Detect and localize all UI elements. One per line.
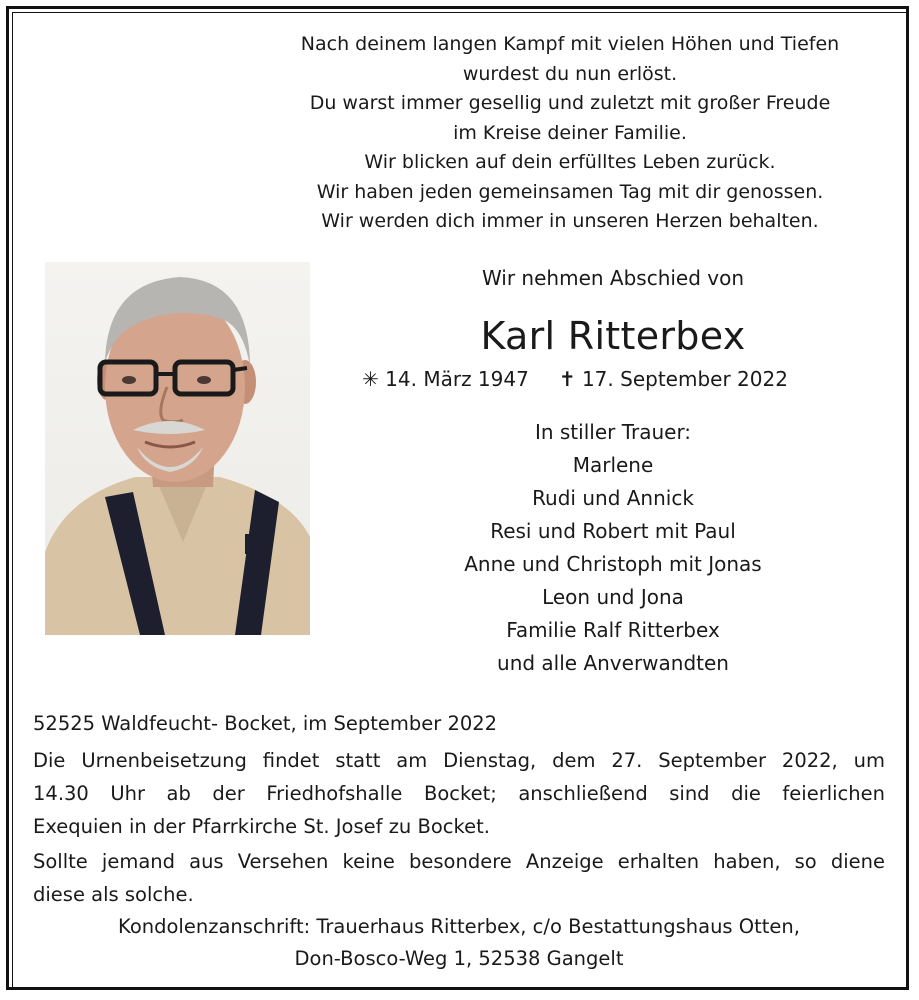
- mourners-list: [316, 416, 910, 680]
- funeral-line: Die Urnenbeisetzung findet statt am Dienstag, dem 27. September 2022, um: [33, 749, 885, 772]
- poem-line: Wir blicken auf dein erfülltes Leben zurück.: [364, 151, 776, 173]
- place-date: 52525 Waldfeucht- Bocket, im September 2022: [33, 712, 498, 735]
- poem-line: im Kreise deiner Familie.: [453, 121, 687, 144]
- funeral-details: [33, 744, 885, 843]
- poem: [230, 30, 910, 237]
- birth-date: ✳ 14. März 1947: [362, 367, 529, 391]
- funeral-line: Exequien in der Pfarrkirche St. Josef zu Bocket.: [33, 815, 490, 838]
- portrait-photo: [45, 262, 310, 635]
- poem-line: Wir haben jeden gemeinsamen Tag mit dir genossen.: [316, 180, 824, 203]
- mourner-line: und alle Anverwandten: [497, 651, 729, 675]
- poem-line: Du warst immer gesellig und zuletzt mit großer Freude: [309, 92, 831, 114]
- mourner-line: Familie Ralf Ritterbex: [506, 618, 720, 642]
- notice-line: Sollte jemand aus Versehen keine besondere Anzeige erhalten haben, so diene: [33, 850, 885, 873]
- funeral-line: 14.30 Uhr ab der Friedhofshalle Bocket; anschließend sind die feierlichen: [33, 782, 885, 805]
- poem-line: wurdest du nun erlöst.: [462, 62, 678, 85]
- mourner-line: Resi und Robert mit Paul: [490, 519, 736, 543]
- condolence-line: Kondolenzanschrift: Trauerhaus Ritterbex, c/o Bestattungshaus Otten,: [118, 915, 800, 938]
- poem-line: Wir werden dich immer in unseren Herzen behalten.: [321, 210, 819, 232]
- notice: [33, 845, 885, 911]
- mourner-line: Marlene: [572, 453, 654, 477]
- poem-line: Nach deinem langen Kampf mit vielen Höhen und Tiefen: [300, 33, 840, 55]
- mourner-line: Leon und Jona: [542, 585, 684, 609]
- portrait-illustration: [45, 262, 310, 635]
- farewell-intro: Wir nehmen Abschied von: [481, 266, 745, 290]
- condolence-line: Don-Bosco-Weg 1, 52538 Gangelt: [294, 947, 624, 970]
- death-date: ✝ 17. September 2022: [558, 367, 788, 391]
- mourner-line: In stiller Trauer:: [534, 420, 692, 444]
- deceased-name: Karl Ritterbex: [480, 314, 746, 358]
- life-dates: [340, 367, 810, 391]
- mourner-line: Rudi und Annick: [532, 486, 694, 510]
- mourner-line: Anne und Christoph mit Jonas: [464, 552, 762, 576]
- notice-line: diese als solche.: [33, 883, 194, 906]
- condolence-address: [33, 911, 885, 975]
